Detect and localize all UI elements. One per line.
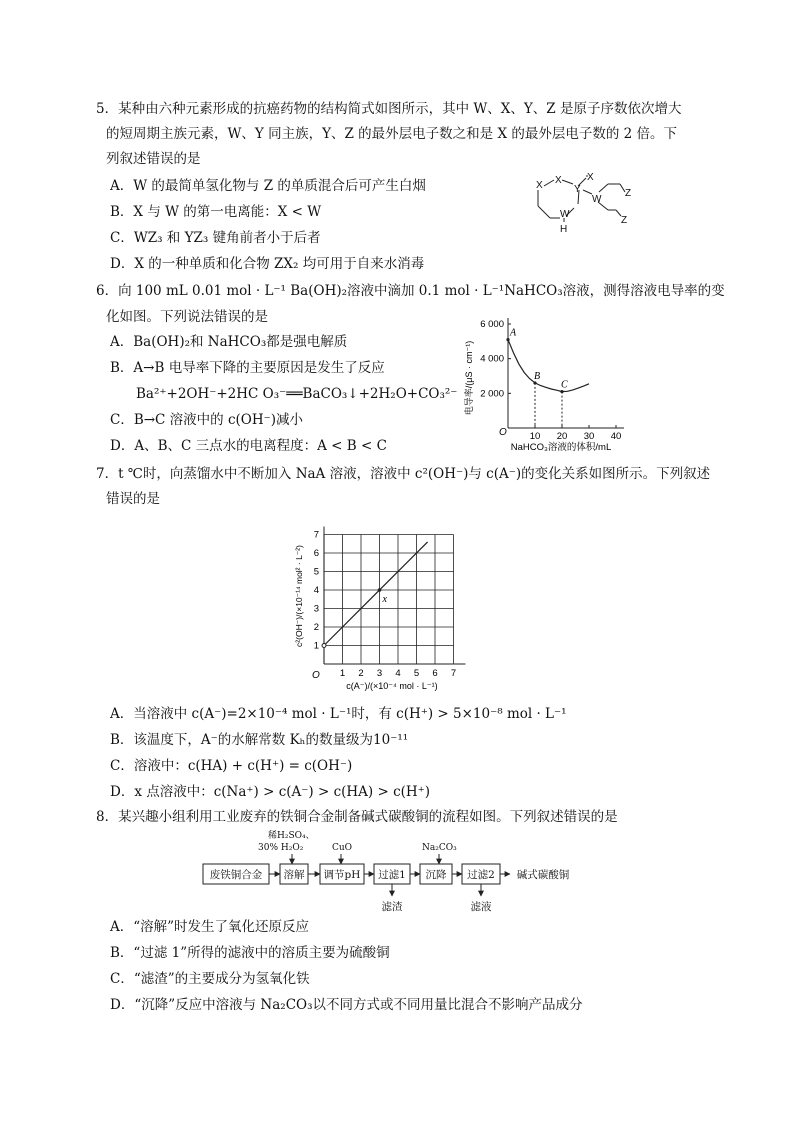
q5-option-c: C．WZ₃ 和 YZ₃ 键角前者小于后者 (110, 230, 321, 246)
chart6-point-label: C (561, 379, 568, 391)
chart7-point-x (378, 588, 382, 592)
chart7-x-tick-label: 1 (339, 668, 346, 679)
flow-box0-label: 废铁铜合金 (209, 869, 263, 881)
struct-label-x3: X (587, 172, 594, 183)
chart6-x-tick-label: 10 (529, 431, 541, 442)
q8-option-b: B．“过滤 1”所得的滤液中的溶质主要为硫酸铜 (110, 945, 390, 961)
chart7-y-tick-label: 2 (313, 622, 319, 633)
chart7-x-tick-label: 3 (376, 668, 383, 679)
q8-option-a: A．“溶解”时发生了氧化还原反应 (110, 919, 310, 935)
q6-option-b-equation: Ba²⁺+2OH⁻+2HC O₃⁻══BaCO₃↓+2H₂O+CO₃²⁻ (136, 386, 458, 402)
q5-option-d: D．X 的一种单质和化合物 ZX₂ 均可用于自来水消毒 (110, 256, 425, 272)
q5-option-a: A．W 的最简单氢化物与 Z 的单质混合后可产生白烟 (110, 178, 426, 194)
flow-reagent1-line1: 稀H₂SO₄、 (268, 831, 315, 841)
q8-option-c: C．“滤渣”的主要成分为氢氧化铁 (110, 971, 310, 987)
q8-stem: 8．某兴趣小组利用工业废弃的铁铜合金制备碱式碳酸铜的流程如图。下列叙述错误的是 (96, 809, 618, 825)
chart7-x-tick-label: 6 (432, 668, 438, 679)
chart7-xlabel: c(A⁻)/(×10⁻⁴ mol · L⁻¹) (346, 681, 438, 691)
struct-label-w1: W (592, 194, 602, 205)
q5-option-b: B．X 与 W 的第一电离能：X < W (110, 204, 322, 220)
chart6-x-tick-label: 30 (583, 431, 595, 442)
q5-structure-figure (530, 170, 650, 240)
flow-box3-label: 过滤1 (378, 869, 406, 881)
flow-box5-label: 过滤2 (467, 869, 495, 881)
q6-stem-line-2: 化如图。下列说法错误的是 (106, 309, 268, 325)
flow-out2-label: 滤液 (470, 901, 492, 913)
q5-stem-line-3: 列叙述错误的是 (106, 151, 201, 167)
q5-stem-line-2: 的短周期主族元素，W、Y 同主族，Y、Z 的最外层电子数之和是 X 的最外层电子数的 2 倍。下 (106, 126, 678, 142)
chart7-point-label: x (382, 594, 387, 605)
chart7-y-tick-label: 6 (313, 548, 319, 559)
struct-label-z1: Z (625, 188, 632, 199)
flow-reagent1-line2: 30% H₂O₂ (258, 843, 304, 853)
chart6-origin: O (499, 427, 507, 438)
chart6-ylabel: 电导率/(μS · cm⁻¹) (464, 340, 474, 416)
chart6-y-tick-label: 6 000 (480, 319, 504, 330)
flow-product-label: 碱式碳酸铜 (516, 869, 570, 881)
chart7-origin: O (312, 670, 320, 681)
q5-stem-line-1: 5．某种由六种元素形成的抗癌药物的结构简式如图所示，其中 W、X、Y、Z 是原子序数依次增大 (96, 101, 682, 117)
q6-option-a: A．Ba(OH)₂和 NaHCO₃都是强电解质 (110, 334, 348, 350)
conductivity-chart (462, 314, 642, 464)
chart7-y-tick-label: 7 (313, 529, 319, 541)
chart7-x-tick-label: 4 (395, 668, 401, 679)
chart6-x-tick-label: 40 (610, 431, 622, 442)
struct-label-y: Y (574, 184, 581, 195)
chart7-x-tick-label: 5 (413, 668, 420, 679)
struct-label-h: H (560, 224, 568, 235)
chart7-start-point (322, 644, 326, 648)
struct-label-z2: Z (621, 215, 628, 226)
chart6-xlabel: NaHCO₃溶液的体积/mL (510, 442, 612, 453)
chart6-point-label: A (510, 327, 517, 339)
chart7-ylabel: c²(OH⁻)/(×10⁻¹⁴ mol² · L⁻²) (294, 545, 304, 647)
chart7-y-tick-label: 3 (313, 603, 319, 615)
chart6-x-tick-label: 20 (556, 431, 568, 442)
chart7-y-tick-label: 5 (313, 566, 319, 578)
q7-option-c: C．溶液中：c(HA) + c(H⁺) = c(OH⁻) (110, 758, 353, 774)
struct-label-w2: W (560, 209, 570, 220)
q8-option-d: D．“沉降”反应中溶液与 Na₂CO₃以不同方式或不同用量比混合不影响产品成分 (110, 997, 583, 1013)
c2oh-vs-ca-chart (292, 518, 482, 698)
flow-reagent2: CuO (332, 843, 353, 853)
flow-out1-label: 滤渣 (381, 901, 403, 913)
chart7-y-tick-label: 1 (313, 640, 319, 652)
q6-stem-line-1: 6．向 100 mL 0.01 mol · L⁻¹ Ba(OH)₂溶液中滴加 0.1 mol · L⁻¹NaHCO₃溶液，测得溶液电导率的变 (96, 283, 725, 299)
q7-stem-line-2: 错误的是 (106, 491, 160, 507)
q7-option-a: A．当溶液中 c(A⁻)=2×10⁻⁴ mol · L⁻¹时，有 c(H⁺) > 5×10⁻⁸ mol · L⁻¹ (110, 706, 567, 722)
q7-stem-line-1: 7．t ℃时，向蒸馏水中不断加入 NaA 溶液，溶液中 c²(OH⁻)与 c(A⁻)的变化关系如图所示。下列叙述 (96, 466, 711, 482)
flow-box4-label: 沉降 (425, 869, 447, 881)
flow-box2-label: 调节pH (323, 869, 361, 881)
q7-option-b: B．该温度下，A⁻的水解常数 Kₕ的数量级为10⁻¹¹ (110, 732, 409, 748)
c2oh-line (324, 542, 428, 646)
conductivity-curve (508, 340, 589, 392)
chart6-y-tick-label: 2 000 (480, 388, 504, 400)
q6-option-c: C．B→C 溶液中的 c(OH⁻)减小 (110, 412, 304, 428)
struct-label-x2: X (555, 175, 562, 186)
chart6-point-label: B (534, 370, 541, 382)
q8-flowchart (198, 826, 598, 918)
q6-option-d: D．A、B、C 三点水的电离程度：A < B < C (110, 438, 387, 454)
flow-reagent3: Na₂CO₃ (422, 843, 457, 853)
struct-label-x1: X (536, 180, 543, 191)
q6-option-b: B．A→B 电导率下降的主要原因是发生了反应 (110, 360, 385, 376)
chart7-y-tick-label: 4 (313, 585, 319, 596)
chart6-y-tick-label: 4 000 (480, 353, 504, 365)
chart7-x-tick-label: 7 (450, 668, 457, 679)
flow-box1-label: 溶解 (283, 869, 305, 881)
chart7-x-tick-label: 2 (358, 668, 364, 679)
q7-option-d: D．x 点溶液中：c(Na⁺) > c(A⁻) > c(HA) > c(H⁺) (110, 784, 431, 800)
